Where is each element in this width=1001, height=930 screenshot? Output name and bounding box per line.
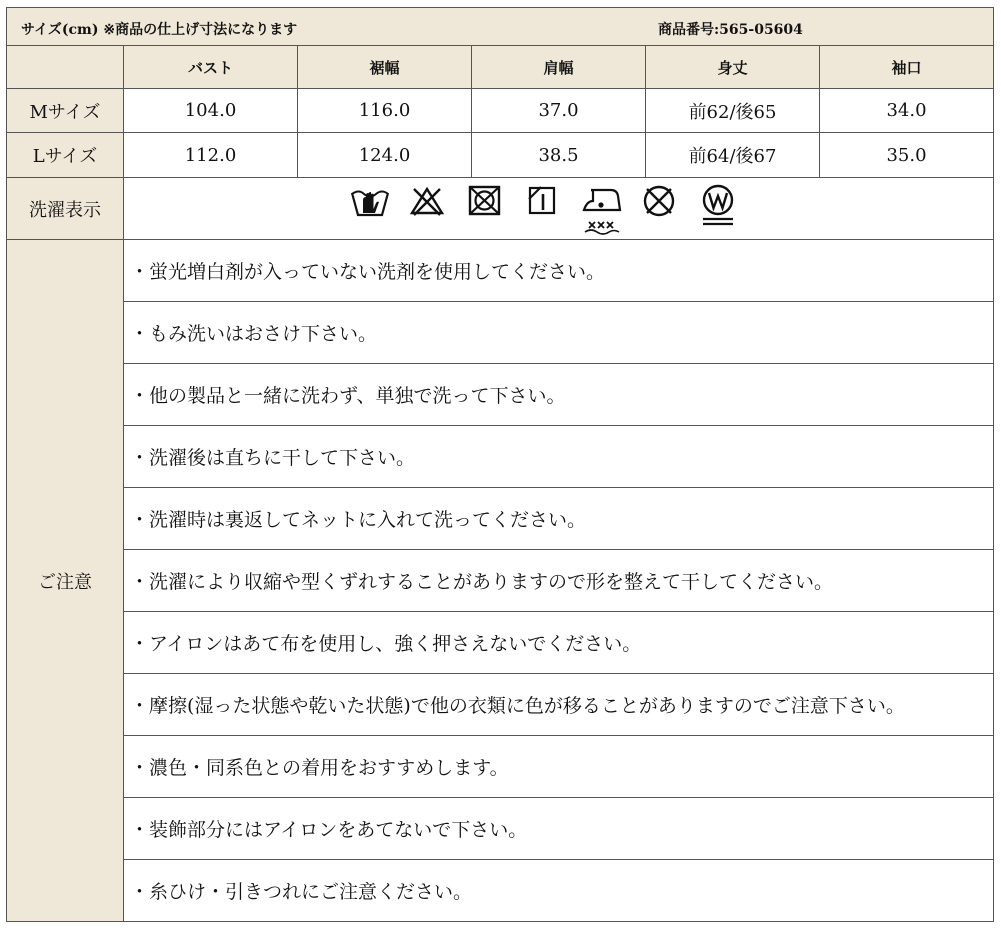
table-cell: 35.0 bbox=[819, 132, 994, 178]
note-item: ・装飾部分にはアイロンをあてないで下さい。 bbox=[123, 797, 994, 860]
table-cell: 38.5 bbox=[471, 132, 646, 178]
line-dry-shade-icon bbox=[528, 186, 556, 215]
low-iron-icon bbox=[581, 184, 623, 236]
table-cell: 124.0 bbox=[297, 132, 472, 178]
note-item: ・他の製品と一緒に洗わず、単独で洗って下さい。 bbox=[123, 363, 994, 426]
note-item: ・もみ洗いはおさけ下さい。 bbox=[123, 301, 994, 364]
note-item: ・摩擦(湿った状態や乾いた状態)で他の衣類に色が移ることがありますのでご注意下さい。 bbox=[123, 673, 994, 736]
note-item: ・濃色・同系色との着用をおすすめします。 bbox=[123, 735, 994, 798]
col-header-bust: バスト bbox=[123, 45, 298, 89]
no-bleach-icon bbox=[409, 185, 445, 217]
row-header-l: Lサイズ bbox=[6, 132, 124, 178]
table-cell: 前62/後65 bbox=[645, 88, 820, 133]
col-header-length: 身丈 bbox=[645, 45, 820, 89]
table-cell: 前64/後67 bbox=[645, 132, 820, 178]
sheet-header bbox=[6, 7, 994, 46]
product-number: 商品番号:565-05604 bbox=[658, 22, 803, 38]
hand-wash-icon bbox=[349, 183, 391, 219]
table-cell: 112.0 bbox=[123, 132, 298, 178]
note-item: ・蛍光増白剤が入っていない洗剤を使用してください。 bbox=[123, 239, 994, 302]
note-item: ・アイロンはあて布を使用し、強く押さえないでください。 bbox=[123, 611, 994, 674]
care-label-heading: 洗濯表示 bbox=[6, 177, 124, 240]
row-header-m: Mサイズ bbox=[6, 88, 124, 133]
note-item: ・洗濯後は直ちに干して下さい。 bbox=[123, 425, 994, 488]
care-icons-cell bbox=[123, 177, 994, 240]
no-tumble-dry-icon bbox=[468, 185, 501, 216]
notes-heading: ご注意 bbox=[6, 239, 124, 922]
corner-cell bbox=[6, 45, 124, 89]
table-cell: 34.0 bbox=[819, 88, 994, 133]
wet-clean-icon bbox=[700, 183, 736, 227]
col-header-shoulder-width: 肩幅 bbox=[471, 45, 646, 89]
table-cell: 116.0 bbox=[297, 88, 472, 133]
table-cell: 37.0 bbox=[471, 88, 646, 133]
note-item: ・洗濯により収縮や型くずれすることがありますので形を整えて干してください。 bbox=[123, 549, 994, 612]
table-cell: 104.0 bbox=[123, 88, 298, 133]
size-title: サイズ(cm) ※商品の仕上げ寸法になります bbox=[21, 22, 298, 38]
note-item: ・糸ひけ・引きつれにご注意ください。 bbox=[123, 859, 994, 922]
col-header-hem-width: 裾幅 bbox=[297, 45, 472, 89]
col-header-cuff: 袖口 bbox=[819, 45, 994, 89]
note-item: ・洗濯時は裏返してネットに入れて洗ってください。 bbox=[123, 487, 994, 550]
no-dry-clean-icon bbox=[641, 184, 677, 218]
